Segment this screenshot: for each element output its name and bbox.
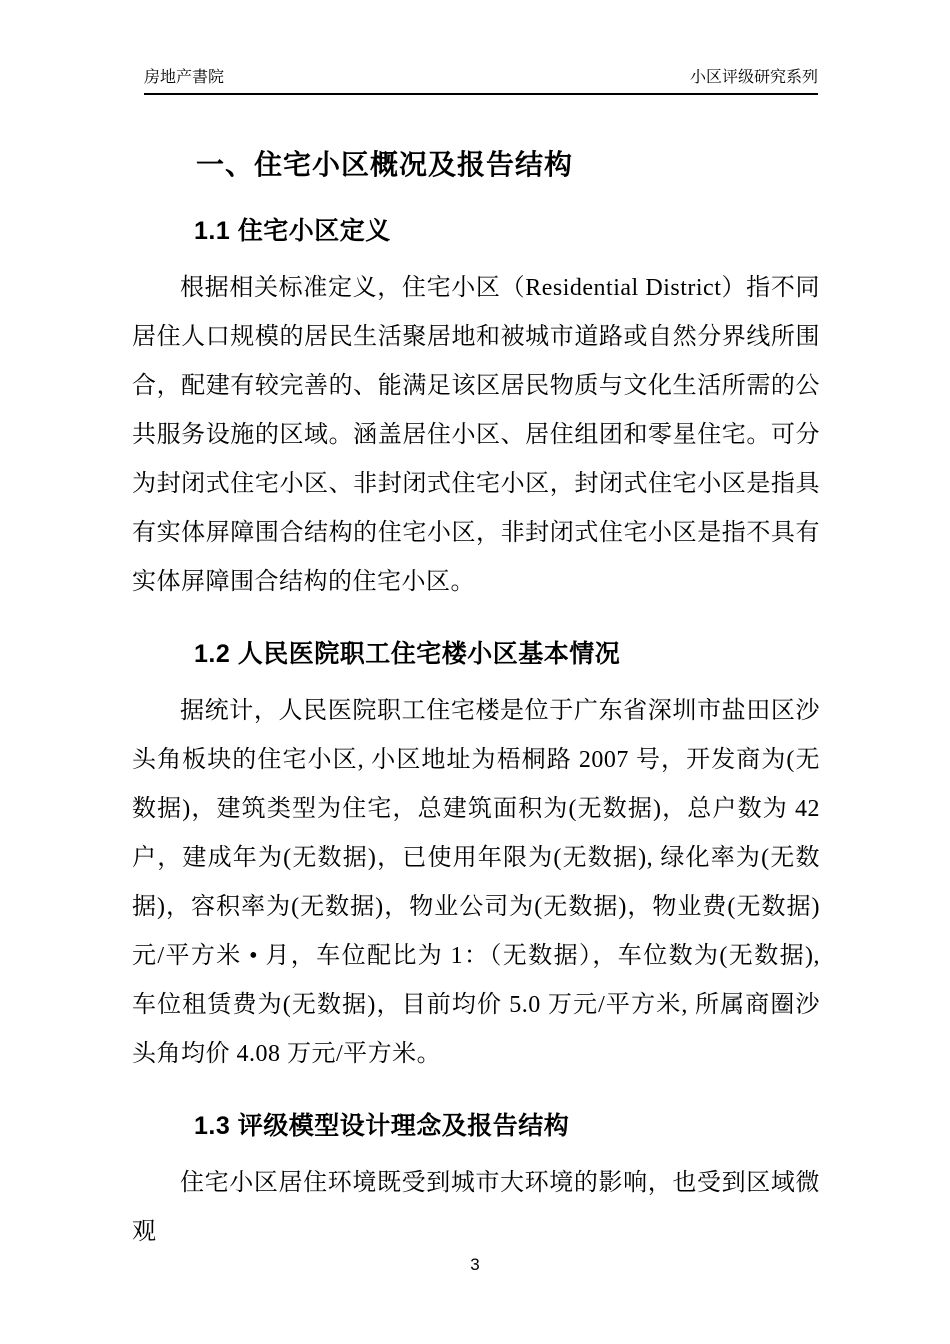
header-right-text: 小区评级研究系列 xyxy=(689,69,818,86)
header-left-text: 房地产書院 xyxy=(144,69,225,86)
paragraph-1-3: 住宅小区居住环境既受到城市大环境的影响，也受到区域微观 xyxy=(132,1170,820,1245)
page-header xyxy=(144,66,818,95)
section-1-1 xyxy=(132,214,820,607)
page-footer xyxy=(0,1254,950,1276)
section-heading-1-1: 1.1 住宅小区定义 xyxy=(194,217,391,245)
section-1-3 xyxy=(132,1109,820,1257)
section-1-2 xyxy=(132,637,820,1079)
paragraph-1-2: 据统计，人民医院职工住宅楼是位于广东省深圳市盐田区沙头角板块的住宅小区, 小区地址为梧桐路 2007 号，开发商为(无数据)，建筑类型为住宅，总建筑面积为(无数据)，总户数为 42 户，建成年为(无数据)，已使用年限为(无数据), 绿化率为(无数据)，容积率为(无数据)，物业公司为(无数据)，物业费(无数据)元/平方米 • 月，车位配比为 1：（无数据），车位数为(无数据), 车位租赁费为(无数据)，目前均价 5.0 万元/平方米, 所属商圈沙头角均价 4.08 万元/平方米。 xyxy=(132,698,820,1067)
section-heading-1-3: 1.3 评级模型设计理念及报告结构 xyxy=(194,1112,570,1140)
chapter-title: 一、住宅小区概况及报告结构 xyxy=(196,149,574,180)
section-heading-1-2: 1.2 人民医院职工住宅楼小区基本情况 xyxy=(194,640,621,668)
paragraph-1-1: 根据相关标准定义，住宅小区（Residential District）指不同居住人口规模的居民生活聚居地和被城市道路或自然分界线所围合，配建有较完善的、能满足该区居民物质与文化生活所需的公共服务设施的区域。涵盖居住小区、居住组团和零星住宅。可分为封闭式住宅小区、非封闭式住宅小区，封闭式住宅小区是指具有实体屏障围合结构的住宅小区，非封闭式住宅小区是指不具有实体屏障围合结构的住宅小区。 xyxy=(132,275,820,595)
page-number: 3 xyxy=(470,1255,480,1274)
header-row xyxy=(144,66,818,93)
page-body xyxy=(132,130,820,1257)
header-rule xyxy=(144,93,818,95)
